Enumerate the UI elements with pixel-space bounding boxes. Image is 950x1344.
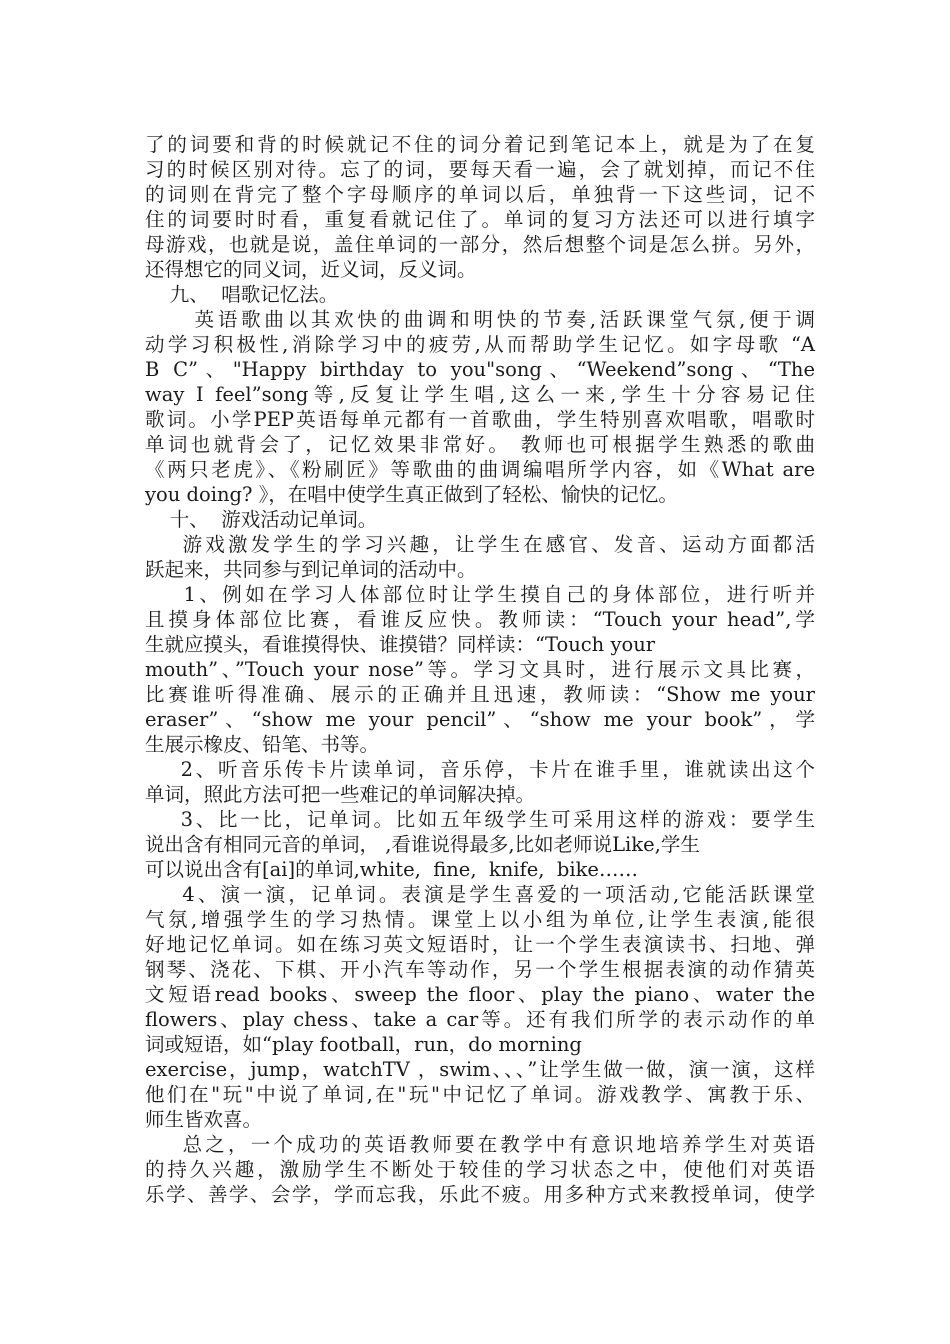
text-line: 他们在"玩"中说了单词,在"玩"中记忆了单词。游戏教学、寓教于乐、 xyxy=(145,1083,815,1106)
text-line: 的持久兴趣，激励学生不断处于较佳的学习状态之中，使他们对英语 xyxy=(145,1158,815,1181)
text-line: 习的时候区别对待。忘了的词，要每天看一遍，会了就划掉，而记不住 xyxy=(145,158,815,181)
text-line: 3、比一比，记单词。比如五年级学生可采用这样的游戏：要学生 xyxy=(145,808,815,831)
text-line: 九、 唱歌记忆法。 xyxy=(145,283,339,306)
text-line: 且摸身体部位比赛，看谁反应快。教师读：“Touch your head”,学 xyxy=(145,608,815,631)
text-line: 文短语read books、sweep the floor、play the piano、water the xyxy=(145,983,815,1006)
text-line: 了的词要和背的时候就记不住的词分着记到笔记本上，就是为了在复 xyxy=(145,133,815,156)
text-line: 钢琴、浇花、下棋、开小汽车等动作，另一个学生根据表演的动作猜英 xyxy=(145,958,815,981)
text-line: you doing? 》，在唱中使学生真正做到了轻松、愉快的记忆。 xyxy=(145,483,678,506)
text-line: 生就应摸头，看谁摸得快、谁摸错？同样读：“Touch your xyxy=(145,633,656,656)
text-line: B C”、"Happy birthday to you"song、“Weekend”song、“The xyxy=(145,358,815,381)
text-line: 总之，一个成功的英语教师要在教学中有意识地培养学生对英语 xyxy=(145,1133,815,1156)
text-line: 十、 游戏活动记单词。 xyxy=(145,508,378,531)
text-line: 英语歌曲以其欢快的曲调和明快的节奏,活跃课堂气氛,便于调 xyxy=(145,308,815,331)
text-line: 的词则在背完了整个字母顺序的单词以后，单独背一下这些词，记不 xyxy=(145,183,815,206)
text-line: 气氛,增强学生的学习热情。课堂上以小组为单位,让学生表演,能很 xyxy=(145,908,815,931)
text-line: 单词也就背会了，记忆效果非常好。 教师也可根据学生熟悉的歌曲 xyxy=(145,433,815,456)
text-line: eraser”、“show me your pencil”、“show me your book”，学 xyxy=(145,708,815,731)
text-line: 还得想它的同义词，近义词，反义词。 xyxy=(145,258,477,281)
text-line: 比赛谁听得准确、展示的正确并且迅速，教师读：“Show me your xyxy=(145,683,815,706)
text-line: flowers、play chess、take a car等。还有我们所学的表示动作的单 xyxy=(145,1008,815,1031)
text-line: 单词，照此方法可把一些难记的单词解决掉。 xyxy=(145,783,536,806)
text-line: 歌词。小学PEP英语每单元都有一首歌曲，学生特别喜欢唱歌，唱歌时 xyxy=(145,408,815,431)
text-line: 师生皆欢喜。 xyxy=(145,1108,263,1131)
text-line: 游戏激发学生的学习兴趣，让学生在感官、发音、运动方面都活 xyxy=(145,533,815,556)
text-line: exercise，jump，watchTV ，swim、、、”让学生做一做，演一演，这样 xyxy=(145,1058,815,1081)
text-line: 母游戏，也就是说，盖住单词的一部分，然后想整个词是怎么拼。另外， xyxy=(145,233,815,256)
text-line: 好地记忆单词。如在练习英文短语时，让一个学生表演读书、扫地、弹 xyxy=(145,933,815,956)
text-line: 跃起来，共同参与到记单词的活动中。 xyxy=(145,558,477,581)
text-line: 1、例如在学习人体部位时让学生摸自己的身体部位，进行听并 xyxy=(145,583,815,606)
text-line: 4、演一演，记单词。表演是学生喜爱的一项活动,它能活跃课堂 xyxy=(145,883,815,906)
text-line: 生展示橡皮、铅笔、书等。 xyxy=(145,733,380,756)
text-line: 说出含有相同元音的单词， ,看谁说得最多,比如老师说Like,学生 xyxy=(145,833,700,856)
text-line: 词或短语，如“play football，run，do morning xyxy=(145,1033,582,1056)
text-line: 2、听音乐传卡片读单词，音乐停，卡片在谁手里，谁就读出这个 xyxy=(145,758,815,781)
text-line: 乐学、善学、会学，学而忘我，乐此不疲。用多种方式来教授单词，使学 xyxy=(145,1183,815,1206)
body-text xyxy=(145,132,815,1207)
text-line: way I feel”song等,反复让学生唱,这么一来,学生十分容易记住 xyxy=(145,383,815,406)
text-line: 可以说出含有[ai]的单词,white, fine, knife, bike…… xyxy=(145,858,638,881)
text-line: 《两只老虎》、《粉刷匠》等歌曲的曲调编唱所学内容，如《What are xyxy=(145,458,815,481)
text-line: mouth”、”Touch your nose”等。学习文具时，进行展示文具比赛， xyxy=(145,658,815,681)
text-line: 住的词要时时看，重复看就记住了。单词的复习方法还可以进行填字 xyxy=(145,208,815,231)
text-line: 动学习积极性,消除学习中的疲劳,从而帮助学生记忆。如字母歌 “A xyxy=(145,333,815,356)
